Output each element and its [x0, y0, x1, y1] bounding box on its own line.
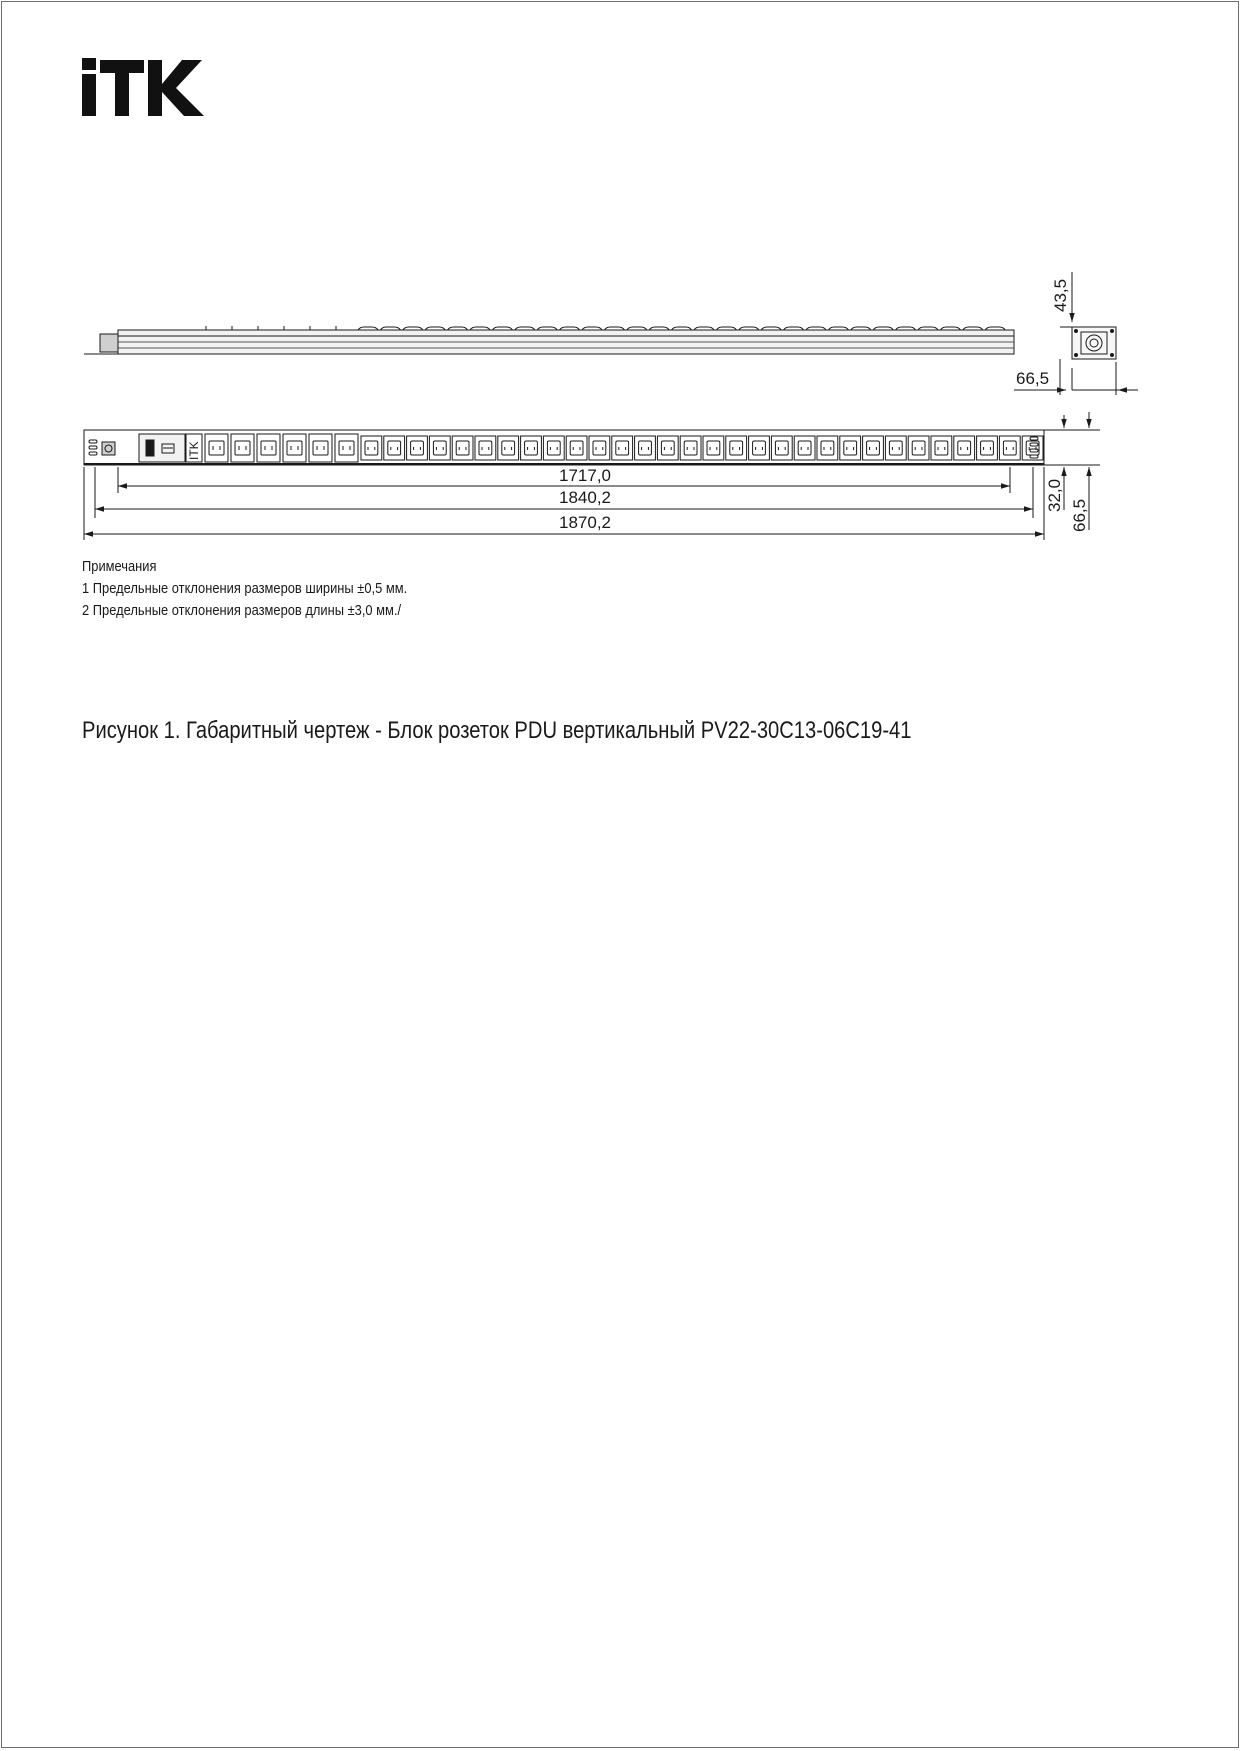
dim-depth-side: 66,5 — [1016, 369, 1050, 388]
dim-length-inner: 1717,0 — [559, 466, 611, 485]
front-view — [84, 430, 1044, 465]
panel-itk-label: ITK — [187, 441, 201, 460]
dim-height-side: 43,5 — [1051, 278, 1070, 312]
note-item: 1 Предельные отклонения размеров ширины ±0,5 мм. — [82, 580, 408, 597]
notes-heading: Примечания — [82, 558, 157, 575]
figure-caption: Рисунок 1. Габаритный чертеж - Блок розеток PDU вертикальный PV22-30C13-06C19-41 — [82, 717, 912, 744]
side-view — [84, 326, 1014, 354]
dim-width-front: 32,0 — [1045, 478, 1064, 512]
note-item: 2 Предельные отклонения размеров длины ±3,0 мм./ — [82, 602, 402, 619]
technical-drawing — [0, 0, 1242, 600]
dim-length-mid: 1840,2 — [559, 488, 611, 507]
dim-width-total: 66,5 — [1070, 498, 1089, 532]
notes — [82, 556, 407, 622]
dim-length-total: 1870,2 — [559, 513, 611, 532]
